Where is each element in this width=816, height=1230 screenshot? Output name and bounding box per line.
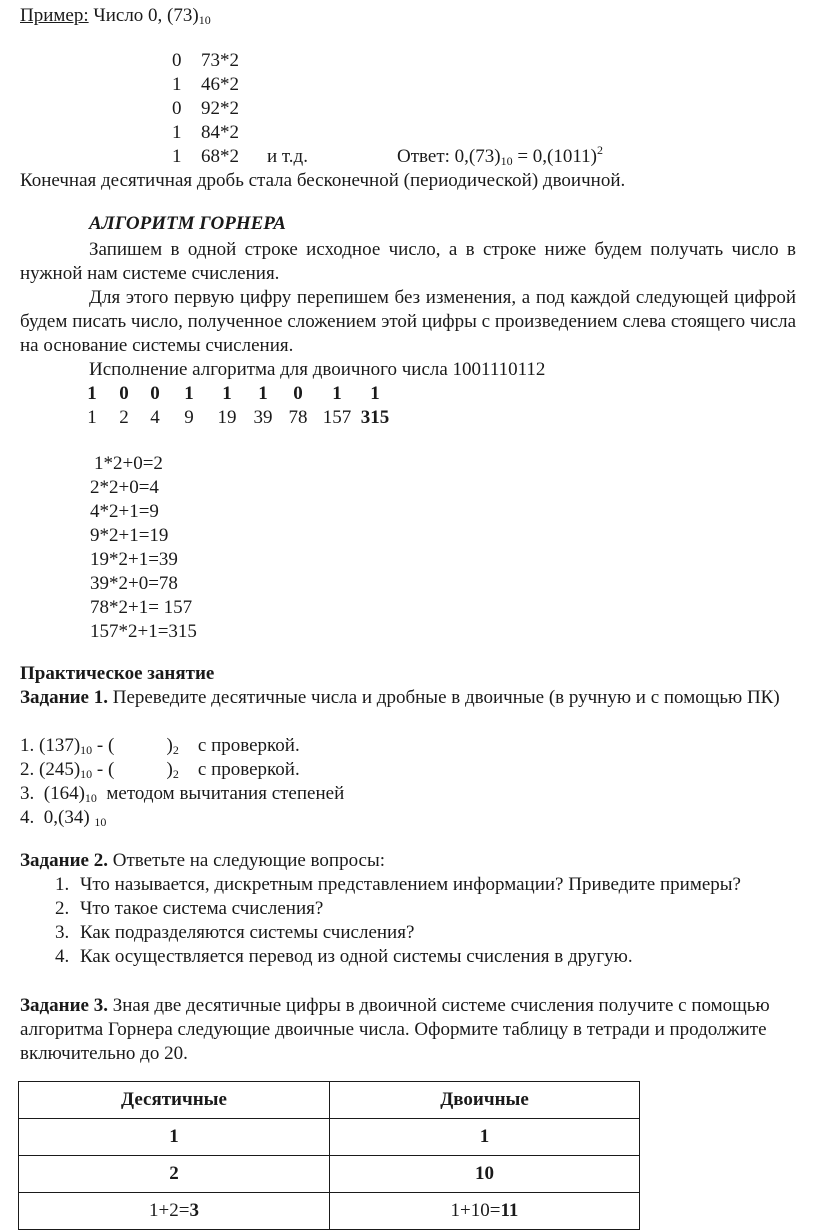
example-text: Число 0, (73)	[88, 5, 199, 26]
task3-body: Зная две десятичные цифры в двоичной системе счисления получите с помощью алгоритма Горнера следующие двоичные числа. Оформите таблицу в тетради и продолжите включительно до 20.	[20, 995, 770, 1064]
practice-title: Практическое занятие	[20, 663, 215, 684]
task2-questions	[20, 873, 816, 969]
horner-result: 315	[360, 407, 390, 428]
horner-step: 1*2+0=2	[94, 453, 163, 474]
question-item: 1. Что называется, дискретным представлением информации? Приведите примеры?	[74, 873, 816, 897]
table-header-row	[19, 1082, 640, 1119]
example-base: 10	[198, 13, 211, 27]
mult-expr: 46*2	[201, 74, 239, 95]
etc-text: и т.д.	[267, 146, 308, 167]
task2-label: Задание 2.	[20, 850, 108, 871]
table-row	[19, 1156, 640, 1193]
mult-expr: 92*2	[201, 98, 239, 119]
horner-digit: 1	[332, 383, 342, 404]
horner-digit: 1	[222, 383, 232, 404]
task1-item-sub: 10	[84, 791, 97, 805]
question-item: 4. Как осуществляется перевод из одной системы счисления в другую.	[74, 945, 816, 969]
cell-decimal	[19, 1193, 330, 1230]
horner-step: 4*2+1=9	[90, 501, 159, 522]
task1-item	[20, 782, 344, 807]
horner-step: 39*2+0=78	[90, 573, 178, 594]
task1-text	[20, 686, 810, 710]
mult-expr: 68*2	[201, 146, 239, 167]
cell-binary: 1	[330, 1119, 640, 1156]
horner-result: 78	[288, 407, 308, 428]
question-item: 2. Что такое система счисления?	[74, 897, 816, 921]
mult-bit: 0	[172, 50, 182, 71]
cell-decimal: 1	[19, 1119, 330, 1156]
exec-line: Исполнение алгоритма для двоичного числа 1001110112	[89, 359, 546, 380]
task1-item-post: с проверкой.	[178, 759, 300, 780]
task1-item-sub2: 2	[172, 767, 179, 781]
task1-body: Переведите десятичные числа и дробные в двоичные (в ручную и с помощью ПК)	[107, 687, 780, 708]
table-row	[19, 1119, 640, 1156]
mult-bit: 1	[172, 146, 182, 167]
header-binary: Двоичные	[330, 1082, 640, 1119]
task3-label: Задание 3.	[20, 995, 108, 1016]
cell-decimal-expr: 1+2=	[149, 1200, 190, 1221]
task1-item-sub2: 2	[172, 743, 179, 757]
task2-text	[20, 849, 385, 873]
task3-text	[20, 994, 810, 1066]
mult-expr: 84*2	[201, 122, 239, 143]
header-decimal: Десятичные	[19, 1082, 330, 1119]
task1-item-sub: 10	[94, 815, 107, 829]
example-line	[20, 4, 211, 29]
task1-item-mid: методом вычитания степеней	[96, 783, 345, 804]
cell-decimal-result: 3	[189, 1200, 199, 1221]
horner-step: 19*2+1=39	[90, 549, 178, 570]
task1-item-sub: 10	[80, 743, 93, 757]
conversion-table	[18, 1081, 640, 1230]
task1-item-pre: 1. (137)	[20, 735, 81, 756]
task1-item-pre: 4. 0,(34)	[20, 807, 95, 828]
answer-prefix: Ответ: 0,(73)	[397, 146, 501, 167]
task1-item	[20, 734, 300, 759]
table-row	[19, 1193, 640, 1230]
task1-item-pre: 3. (164)	[20, 783, 85, 804]
horner-result: 19	[217, 407, 237, 428]
task1-item	[20, 806, 106, 831]
task1-item-sub: 10	[80, 767, 93, 781]
horner-result: 9	[184, 407, 194, 428]
mult-bit: 0	[172, 98, 182, 119]
horner-digit: 0	[150, 383, 160, 404]
horner-result: 157	[322, 407, 352, 428]
mult-bit: 1	[172, 122, 182, 143]
cell-binary: 10	[330, 1156, 640, 1193]
horner-digit: 0	[119, 383, 129, 404]
horner-para-2: Для этого первую цифру перепишем без изменения, а под каждой следующей цифрой будем писать число, полученное сложением этой цифры с произведением слева стоящего числа на основание системы счисления.	[20, 287, 796, 356]
answer	[397, 145, 603, 170]
horner-result: 4	[150, 407, 160, 428]
horner-digit: 1	[370, 383, 380, 404]
horner-result: 1	[87, 407, 97, 428]
horner-result: 2	[119, 407, 129, 428]
mult-expr: 73*2	[201, 50, 239, 71]
answer-mid: = 0,(1011)	[512, 146, 597, 167]
cell-binary	[330, 1193, 640, 1230]
task1-item-mid: - ( )	[92, 759, 173, 780]
horner-para-1: Запишем в одной строке исходное число, а в строке ниже будем получать число в нужной нам системе счисления.	[20, 239, 796, 284]
horner-step: 2*2+0=4	[90, 477, 159, 498]
task2-body: Ответьте на следующие вопросы:	[107, 850, 386, 871]
cell-decimal: 2	[19, 1156, 330, 1193]
question-item: 3. Как подразделяются системы счисления?	[74, 921, 816, 945]
horner-step: 9*2+1=19	[90, 525, 169, 546]
example-label: Пример:	[20, 5, 89, 26]
task1-item-pre: 2. (245)	[20, 759, 81, 780]
horner-step: 78*2+1= 157	[90, 597, 193, 618]
conclusion-text: Конечная десятичная дробь стала бесконечной (периодической) двоичной.	[20, 170, 626, 191]
horner-digit: 1	[184, 383, 194, 404]
task1-label: Задание 1.	[20, 687, 108, 708]
cell-binary-expr: 1+10=	[450, 1200, 501, 1221]
cell-binary-result: 11	[500, 1200, 519, 1221]
horner-result: 39	[253, 407, 273, 428]
horner-step: 157*2+1=315	[90, 621, 197, 642]
answer-base: 10	[500, 154, 513, 168]
mult-bit: 1	[172, 74, 182, 95]
answer-sup: 2	[596, 143, 603, 157]
horner-digit: 1	[87, 383, 97, 404]
horner-heading: АЛГОРИТМ ГОРНЕРА	[89, 213, 286, 234]
horner-digit: 0	[293, 383, 303, 404]
task1-item	[20, 758, 300, 783]
task1-item-mid: - ( )	[92, 735, 173, 756]
task1-item-post: с проверкой.	[178, 735, 300, 756]
horner-digit: 1	[258, 383, 268, 404]
